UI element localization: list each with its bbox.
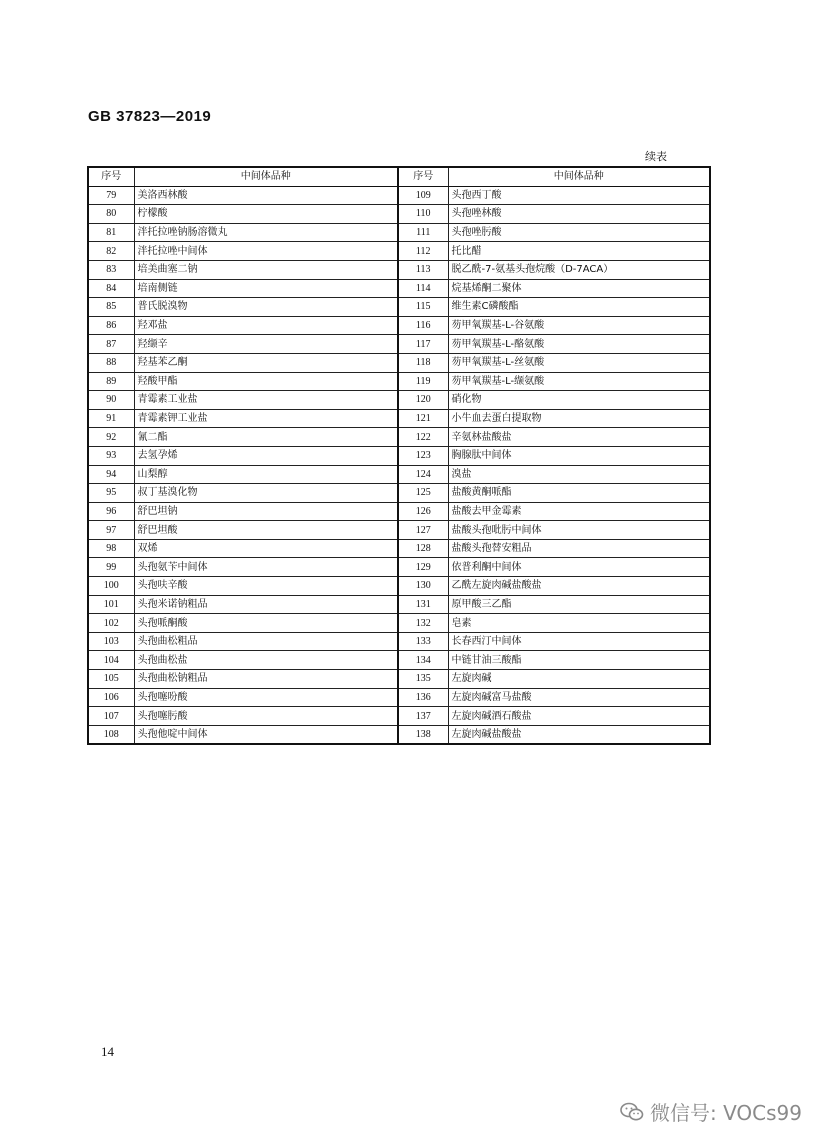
row-name-right: 辛氨林盐酸盐	[448, 428, 710, 447]
row-name-right: 芴甲氧羰基-L-丝氨酸	[448, 353, 710, 372]
table-row	[88, 539, 710, 558]
row-name-left: 头孢他啶中间体	[134, 725, 398, 744]
row-number-left: 108	[88, 725, 134, 744]
row-name-left: 去氢孕烯	[134, 446, 398, 465]
row-number-right: 128	[398, 539, 448, 558]
row-number-right: 112	[398, 242, 448, 261]
row-name-left: 培南侧链	[134, 279, 398, 298]
row-name-right: 左旋肉碱酒石酸盐	[448, 707, 710, 726]
table-row	[88, 484, 710, 503]
table-row	[88, 205, 710, 224]
row-name-right: 脱乙酰-7-氨基头孢烷酸（D-7ACA）	[448, 260, 710, 279]
column-header-no-left: 序号	[88, 167, 134, 186]
table-row	[88, 465, 710, 484]
page-number: 14	[101, 1044, 114, 1059]
row-name-right: 盐酸去甲金霉素	[448, 502, 710, 521]
table-row	[88, 577, 710, 596]
row-name-left: 普氏脱溴物	[134, 298, 398, 317]
row-number-left: 94	[88, 465, 134, 484]
row-number-left: 98	[88, 539, 134, 558]
row-name-left: 头孢氨苄中间体	[134, 558, 398, 577]
table-row	[88, 298, 710, 317]
row-name-right: 盐酸头孢吡肟中间体	[448, 521, 710, 540]
row-name-right: 溴盐	[448, 465, 710, 484]
row-name-left: 头孢曲松钠粗品	[134, 670, 398, 689]
row-number-left: 101	[88, 595, 134, 614]
row-number-right: 118	[398, 353, 448, 372]
row-number-right: 117	[398, 335, 448, 354]
row-name-left: 头孢米诺钠粗品	[134, 595, 398, 614]
standard-code: GB 37823—2019	[88, 108, 212, 125]
row-name-left: 双烯	[134, 539, 398, 558]
table-row	[88, 614, 710, 633]
row-number-left: 90	[88, 391, 134, 410]
table-row	[88, 707, 710, 726]
row-number-left: 103	[88, 632, 134, 651]
row-name-left: 头孢曲松粗品	[134, 632, 398, 651]
row-number-right: 119	[398, 372, 448, 391]
row-number-right: 113	[398, 260, 448, 279]
table-row	[88, 502, 710, 521]
row-name-left: 美洛西林酸	[134, 186, 398, 205]
table-row	[88, 428, 710, 447]
row-name-right: 硝化物	[448, 391, 710, 410]
row-number-right: 127	[398, 521, 448, 540]
row-number-right: 125	[398, 484, 448, 503]
row-number-left: 107	[88, 707, 134, 726]
row-number-left: 82	[88, 242, 134, 261]
row-name-left: 舒巴坦钠	[134, 502, 398, 521]
table-row	[88, 335, 710, 354]
table-row	[88, 409, 710, 428]
row-name-right: 盐酸头孢替安粗品	[448, 539, 710, 558]
table-row	[88, 446, 710, 465]
row-number-left: 99	[88, 558, 134, 577]
row-number-left: 104	[88, 651, 134, 670]
row-number-left: 106	[88, 688, 134, 707]
row-number-left: 100	[88, 577, 134, 596]
row-name-right: 芴甲氧羰基-L-谷氨酸	[448, 316, 710, 335]
watermark-text: 微信号: VOCs99	[650, 1101, 803, 1125]
row-number-right: 138	[398, 725, 448, 744]
row-number-left: 87	[88, 335, 134, 354]
row-number-right: 124	[398, 465, 448, 484]
row-number-right: 126	[398, 502, 448, 521]
row-name-right: 头孢唑林酸	[448, 205, 710, 224]
row-name-right: 头孢唑肟酸	[448, 223, 710, 242]
row-name-right: 皂素	[448, 614, 710, 633]
row-name-left: 头孢曲松盐	[134, 651, 398, 670]
row-name-right: 维生素C磷酸酯	[448, 298, 710, 317]
row-number-left: 86	[88, 316, 134, 335]
watermark	[620, 1097, 802, 1126]
row-number-left: 92	[88, 428, 134, 447]
row-name-right: 原甲酸三乙酯	[448, 595, 710, 614]
row-name-left: 头孢呋辛酸	[134, 577, 398, 596]
row-number-left: 88	[88, 353, 134, 372]
row-number-right: 116	[398, 316, 448, 335]
row-name-right: 胸腺肽中间体	[448, 446, 710, 465]
row-number-right: 110	[398, 205, 448, 224]
row-name-left: 氰二酯	[134, 428, 398, 447]
row-name-left: 培美曲塞二钠	[134, 260, 398, 279]
row-name-right: 依普利酮中间体	[448, 558, 710, 577]
row-name-left: 羟缬辛	[134, 335, 398, 354]
table-row	[88, 688, 710, 707]
row-name-left: 青霉素工业盐	[134, 391, 398, 410]
row-number-right: 129	[398, 558, 448, 577]
row-name-right: 芴甲氧羰基-L-缬氨酸	[448, 372, 710, 391]
row-name-right: 芴甲氧羰基-L-酪氨酸	[448, 335, 710, 354]
row-number-right: 132	[398, 614, 448, 633]
row-name-right: 盐酸黄酮哌酯	[448, 484, 710, 503]
table-row	[88, 223, 710, 242]
column-header-no-right: 序号	[398, 167, 448, 186]
row-name-right: 烷基烯酮二聚体	[448, 279, 710, 298]
row-name-right: 托比醋	[448, 242, 710, 261]
row-number-left: 91	[88, 409, 134, 428]
row-number-right: 109	[398, 186, 448, 205]
row-name-left: 羟基苯乙酮	[134, 353, 398, 372]
table-row	[88, 651, 710, 670]
table-row	[88, 391, 710, 410]
row-name-left: 头孢噻肟酸	[134, 707, 398, 726]
intermediates-table	[87, 166, 711, 745]
row-number-right: 122	[398, 428, 448, 447]
row-name-left: 羟酸甲酯	[134, 372, 398, 391]
row-name-left: 头孢哌酮酸	[134, 614, 398, 633]
row-name-right: 中链甘油三酸酯	[448, 651, 710, 670]
table-row	[88, 316, 710, 335]
table-row	[88, 632, 710, 651]
column-header-name-left: 中间体品种	[134, 167, 398, 186]
row-number-right: 135	[398, 670, 448, 689]
column-header-name-right: 中间体品种	[448, 167, 710, 186]
row-number-right: 114	[398, 279, 448, 298]
row-name-right: 乙酰左旋肉碱盐酸盐	[448, 577, 710, 596]
row-name-left: 青霉素钾工业盐	[134, 409, 398, 428]
row-number-right: 136	[398, 688, 448, 707]
row-number-right: 134	[398, 651, 448, 670]
row-number-left: 84	[88, 279, 134, 298]
row-number-right: 121	[398, 409, 448, 428]
table-row	[88, 558, 710, 577]
row-number-right: 111	[398, 223, 448, 242]
row-number-left: 89	[88, 372, 134, 391]
row-name-right: 小牛血去蛋白提取物	[448, 409, 710, 428]
row-name-left: 泮托拉唑钠肠溶微丸	[134, 223, 398, 242]
table-row	[88, 242, 710, 261]
row-number-left: 102	[88, 614, 134, 633]
table-header-row	[88, 167, 710, 186]
row-name-right: 左旋肉碱	[448, 670, 710, 689]
row-name-right: 左旋肉碱富马盐酸	[448, 688, 710, 707]
row-number-left: 95	[88, 484, 134, 503]
table-caption: 续表	[645, 150, 667, 163]
row-number-right: 137	[398, 707, 448, 726]
row-number-left: 80	[88, 205, 134, 224]
row-name-left: 头孢噻吩酸	[134, 688, 398, 707]
table-row	[88, 670, 710, 689]
row-number-left: 97	[88, 521, 134, 540]
table-row	[88, 279, 710, 298]
row-number-left: 96	[88, 502, 134, 521]
row-name-right: 左旋肉碱盐酸盐	[448, 725, 710, 744]
table-row	[88, 260, 710, 279]
table-body	[88, 186, 710, 744]
table-row	[88, 521, 710, 540]
wechat-icon	[620, 1102, 644, 1122]
row-number-right: 115	[398, 298, 448, 317]
row-number-right: 123	[398, 446, 448, 465]
row-number-left: 93	[88, 446, 134, 465]
row-name-left: 泮托拉唑中间体	[134, 242, 398, 261]
row-name-left: 柠檬酸	[134, 205, 398, 224]
row-number-right: 133	[398, 632, 448, 651]
table-row	[88, 186, 710, 205]
row-name-left: 羟邓盐	[134, 316, 398, 335]
row-name-left: 叔丁基溴化物	[134, 484, 398, 503]
row-name-right: 长春西汀中间体	[448, 632, 710, 651]
row-name-left: 舒巴坦酸	[134, 521, 398, 540]
table-row	[88, 372, 710, 391]
row-number-right: 131	[398, 595, 448, 614]
row-name-left: 山梨醇	[134, 465, 398, 484]
table-row	[88, 725, 710, 744]
row-number-left: 79	[88, 186, 134, 205]
row-number-left: 105	[88, 670, 134, 689]
row-number-left: 81	[88, 223, 134, 242]
row-number-left: 85	[88, 298, 134, 317]
table-row	[88, 595, 710, 614]
row-number-right: 130	[398, 577, 448, 596]
row-name-right: 头孢西丁酸	[448, 186, 710, 205]
row-number-right: 120	[398, 391, 448, 410]
row-number-left: 83	[88, 260, 134, 279]
table-row	[88, 353, 710, 372]
